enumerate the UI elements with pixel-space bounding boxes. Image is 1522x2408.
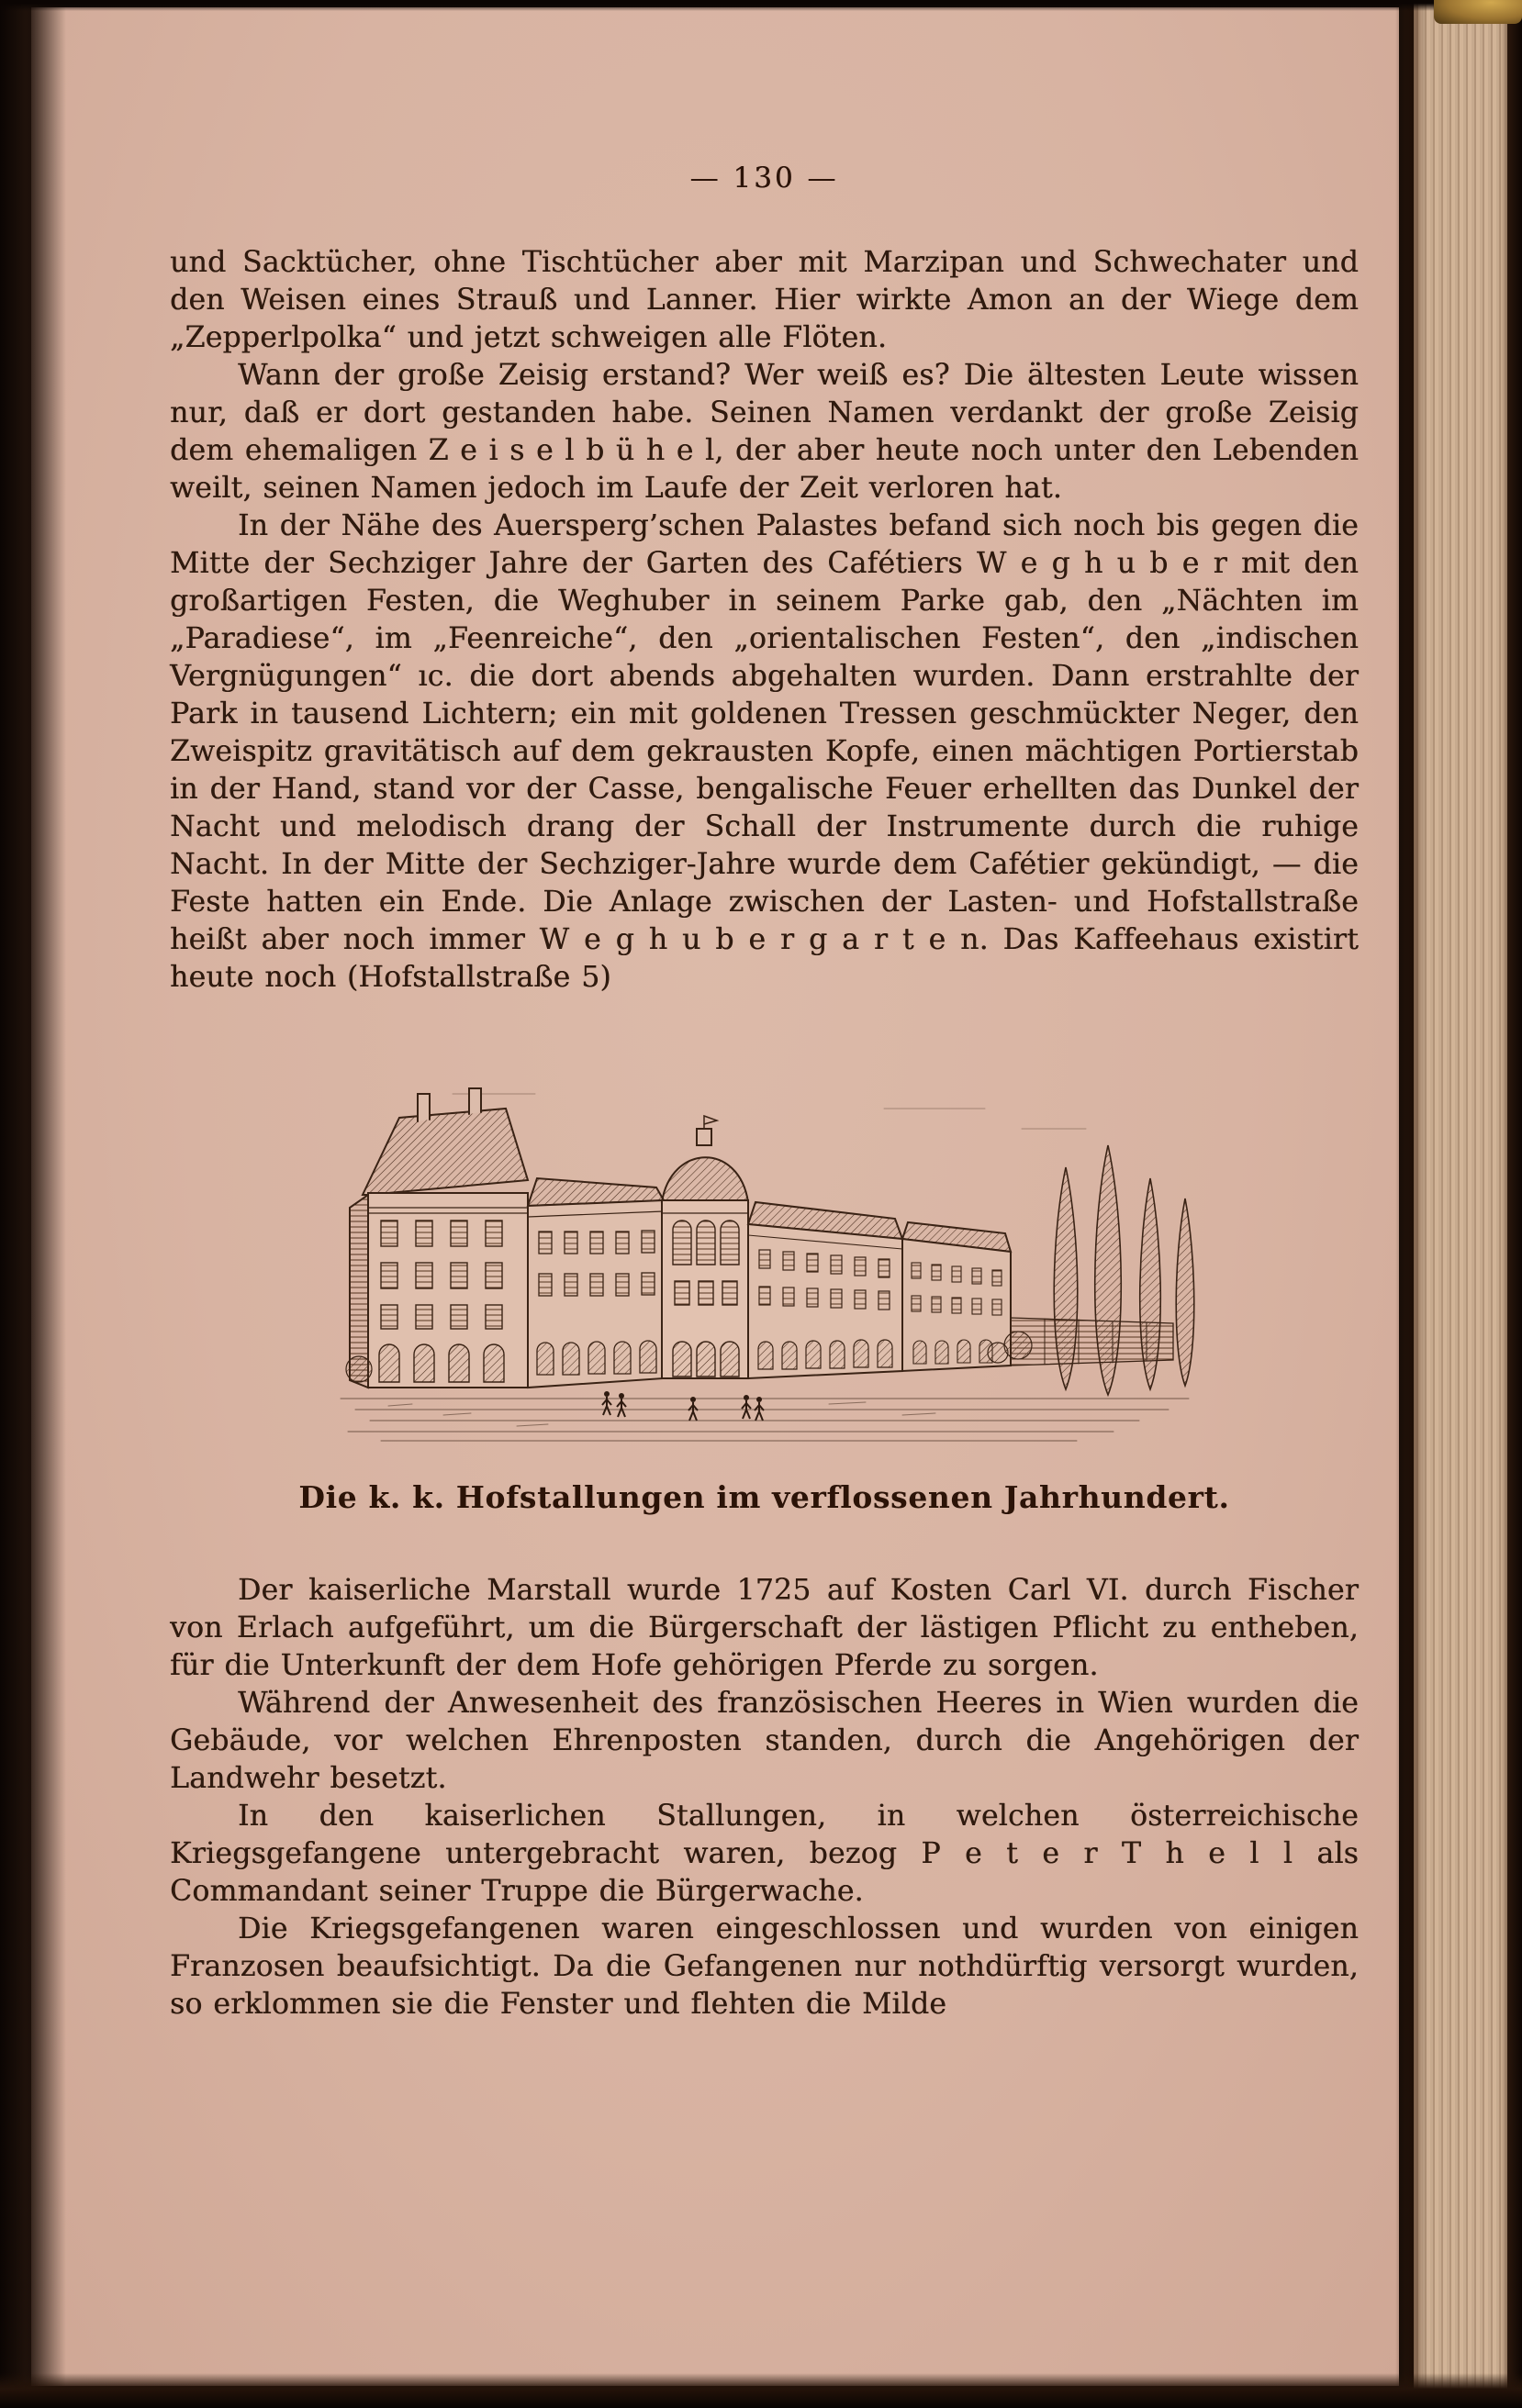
paragraph: Der kaiserliche Marstall wurde 1725 auf Kosten Carl VI. durch Fischer von Erlach aufgeführt, um die Bürgerschaft der lästigen Pflicht zu entheben, für die Unterkunft der dem Hofe gehörigen Pferde zu sorgen. [170, 1574, 1359, 1682]
bottom-text-block [170, 1572, 1359, 2023]
paragraph: Die Kriegsgefangenen waren eingeschlossen und wurden von einigen Franzosen beaufsichtigt. Da die Gefangenen nur nothdürftig versorgt wurden, so erklommen sie die Fenster und flehten die Milde [170, 1912, 1359, 2021]
book-edge-bottom [0, 2373, 1522, 2408]
book-edge-right [1507, 0, 1522, 2408]
book-fore-edge [1414, 0, 1507, 2408]
page-number: — 130 — [689, 162, 839, 195]
paragraph-continuation: und Sacktücher, ohne Tischtücher aber mit Marzipan und Schwechater und den Weisen eines Strauß und Lanner. Hier wirkte Amon an der Wiege dem „Zepperlpolka“ und jetzt schweigen alle Flöten. [170, 246, 1359, 354]
hofstallungen-engraving [315, 1037, 1214, 1450]
book-binding-left [0, 0, 66, 2408]
page-content [170, 162, 1359, 2023]
paragraph: Während der Anwesenheit des französischen Heeres in Wien wurden die Gebäude, vor welchen Ehrenposten standen, durch die Angehörigen der Landwehr besetzt. [170, 1687, 1359, 1795]
engraving-figure [170, 1037, 1359, 1454]
paragraph: In der Nähe des Auersperg’schen Palastes befand sich noch bis gegen die Mitte der Sechziger Jahre der Garten des Cafétiers W e g h u b e r mit den großartigen Festen, die Weghuber in seinem Parke gab, den „Nächten im „Paradiese“, im „Feenreiche“, den „orientalischen Festen“, den „indischen Vergnügungen“ ıc. die dort abends abgehalten wurden. Dann erstrahlte der Park in tausend Lichtern; ein mit goldenen Tressen geschmückter Neger, den Zweispitz gravitätisch auf dem gekrausten Kopfe, einen mächtigen Portierstab in der Hand, stand vor der Casse, bengalische Feuer erhellten das Dunkel der Nacht und melodisch drang der Schall der Instrumente durch die ruhige Nacht. In der Mitte der Sechziger-Jahre wurde dem Cafétier gekündigt, — die Feste hatten ein Ende. Die Anlage zwischen der Lasten- und Hofstallstraße heißt aber noch immer W e g h u b e r g a r t e n. Das Kaffeehaus existirt heute noch (Hofstallstraße 5) [170, 509, 1359, 994]
page-gutter-shadow [1395, 0, 1414, 2408]
paragraph: Wann der große Zeisig erstand? Wer weiß es? Die ältesten Leute wissen nur, daß er dort gestanden habe. Seinen Namen verdankt der große Zeisig dem ehemaligen Z e i s e l b ü h e l, der aber heute noch unter den Lebenden weilt, seinen Namen jedoch im Laufe der Zeit verloren hat. [170, 359, 1359, 505]
paragraph: In den kaiserlichen Stallungen, in welchen österreichische Kriegsgefangene untergebracht waren, bezog P e t e r T h e l l als Commandant seiner Truppe die Bürgerwache. [170, 1800, 1359, 1908]
book-edge-top [0, 0, 1522, 11]
figure-caption: Die k. k. Hofstallungen im verflossenen Jahrhundert. [298, 1479, 1230, 1515]
page [31, 7, 1399, 2386]
gilt-spine-ornament [1434, 0, 1522, 24]
